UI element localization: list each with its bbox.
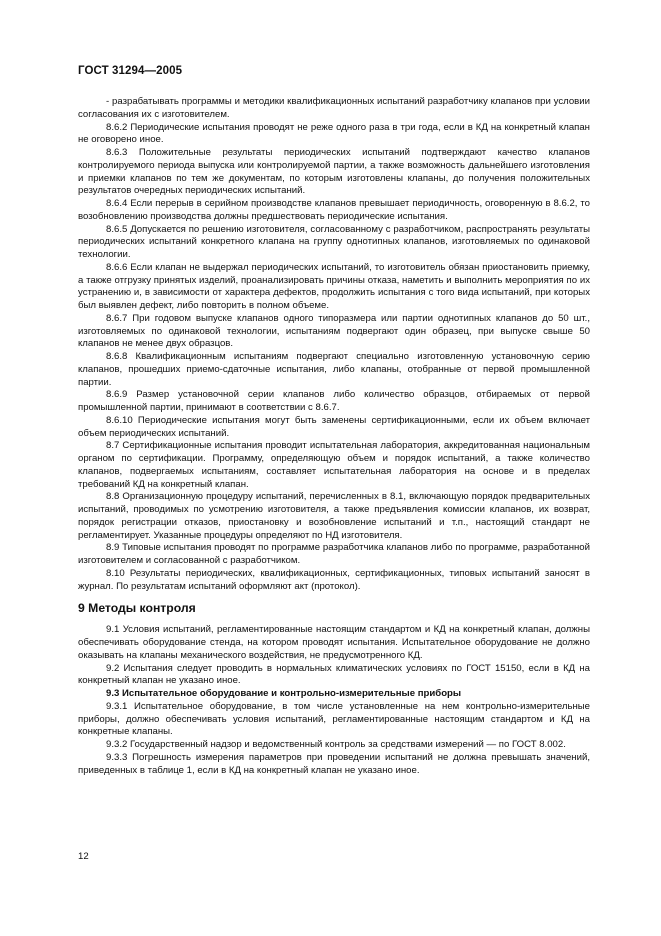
paragraph-8-7: 8.7 Сертификационные испытания проводит испытательная лаборатория, аккредитованная национальным органом по сертификации. Программу, определяющую объем и порядок испытаний, а также количество клапанов, подвергаемых испытаниям, составляет испытательная лаборатория на основе и в пределах требований КД на конкретный клапан. xyxy=(78,440,590,490)
paragraph-9-3-3: 9.3.3 Погрешность измерения параметров при проведении испытаний не должна превышать значений, приведенных в таблице 1, если в КД на конкретный клапан не указано иное. xyxy=(78,751,590,776)
document-header: ГОСТ 31294—2005 xyxy=(78,65,183,77)
paragraph-8-6-10: 8.6.10 Периодические испытания могут быть заменены сертификационными, если их объем включает объем периодических испытаний. xyxy=(78,414,590,439)
paragraph-9-3-2: 9.3.2 Государственный надзор и ведомственный контроль за средствами измерений — по ГОСТ 8.002. xyxy=(106,739,566,750)
paragraph: - разрабатывать программы и методики квалификационных испытаний разработчику клапанов при условии согласования их с изготовителем. xyxy=(78,96,590,120)
paragraph-8-6-6: 8.6.6 Если клапан не выдержал периодических испытаний, то изготовитель обязан приостановить приемку, а также отгрузку принятых изделий, проанализировать причины отказа, наметить и выполнить мероприятия по их устранению и, в зависимости от характера дефектов, продолжить испытания с того вида испытаний, при которых был выявлен дефект, либо повторить в полном объеме. xyxy=(78,261,590,311)
paragraph-9-2: 9.2 Испытания следует проводить в нормальных климатических условиях по ГОСТ 15150, если в КД на конкретный клапан не указано иное. xyxy=(78,662,590,687)
paragraph-8-6-7: 8.6.7 При годовом выпуске клапанов одного типоразмера или партии однотипных клапанов до 50 шт., изготовляемых по одинаковой технологии, испытаниям подвергают один образец, при выпуске свыше 50 клапанов не менее двух образцов. xyxy=(78,312,590,350)
paragraph-8-6-9: 8.6.9 Размер установочной серии клапанов либо количество образцов, отбираемых от первой промышленной партии, принимают в соответствии с 8.6.7. xyxy=(78,389,590,413)
paragraph-8-6-3: 8.6.3 Положительные результаты периодических испытаний подтверждают качество клапанов контролируемого периода выпуска или контролируемой партии, а также возможность дальнейшего изготовления и приемки клапанов по тем же документам, по которым изготовлены клапаны, до получения положительных результатов очередных периодических испытаний. xyxy=(78,147,590,197)
subsection-heading-9-3: 9.3 Испытательное оборудование и контрольно-измерительные приборы xyxy=(106,688,462,699)
paragraph-8-10: 8.10 Результаты периодических, квалификационных, сертификационных, типовых испытаний заносят в журнал. По результатам испытаний оформляют акт (протокол). xyxy=(78,567,590,592)
section-heading-9: 9 Методы контроля xyxy=(78,601,196,616)
paragraph-8-8: 8.8 Организационную процедуру испытаний, перечисленных в 8.1, включающую порядок предварительных испытаний, проводимых по усмотрению изготовителя, а также предъявления комиссии клапанов, их возврат, порядок регистрации отказов, приостановку и возобновление испытаний и т.п., настоящий стандарт не регламентирует. Указанные процедуры определяют по НД изготовителя. xyxy=(78,491,590,541)
paragraph-9-1: 9.1 Условия испытаний, регламентированные настоящим стандартом и КД на конкретный клапан, должны обеспечивать оборудование стенда, на котором проводят испытания. Испытательное оборудование не должно оказывать на клапаны механического воздействия, не предусмотренного КД. xyxy=(78,624,590,661)
paragraph-8-9: 8.9 Типовые испытания проводят по программе разработчика клапанов либо по программе, разработанной изготовителем и согласованной с разработчиком. xyxy=(78,542,590,566)
page-number: 12 xyxy=(78,851,89,862)
page-content xyxy=(78,96,590,777)
paragraph-9-3-1: 9.3.1 Испытательное оборудование, в том числе установленные на нем контрольно-измерительные приборы, должно обеспечивать условия испытаний, регламентированные настоящим стандартом и КД на конкретные клапаны. xyxy=(78,700,590,738)
paragraph-8-6-2: 8.6.2 Периодические испытания проводят не реже одного раза в три года, если в КД на конкретный клапан не оговорено иное. xyxy=(78,121,590,146)
paragraph-8-6-4: 8.6.4 Если перерыв в серийном производстве клапанов превышает периодичность, оговоренную в 8.6.2, то возобновлению производства должны предшествовать периодические испытания. xyxy=(78,198,590,222)
paragraph-8-6-8: 8.6.8 Квалификационным испытаниям подвергают специально изготовленную установочную серию клапанов, прошедших приемо-сдаточные испытания, либо клапаны, отобранные от первой промышленной партии. xyxy=(78,351,590,388)
paragraph-8-6-5: 8.6.5 Допускается по решению изготовителя, согласованному с разработчиком, распространять результаты периодических испытаний конкретного клапана на группу однотипных клапанов, изготовляемых по одинаковой технологии. xyxy=(78,223,590,260)
